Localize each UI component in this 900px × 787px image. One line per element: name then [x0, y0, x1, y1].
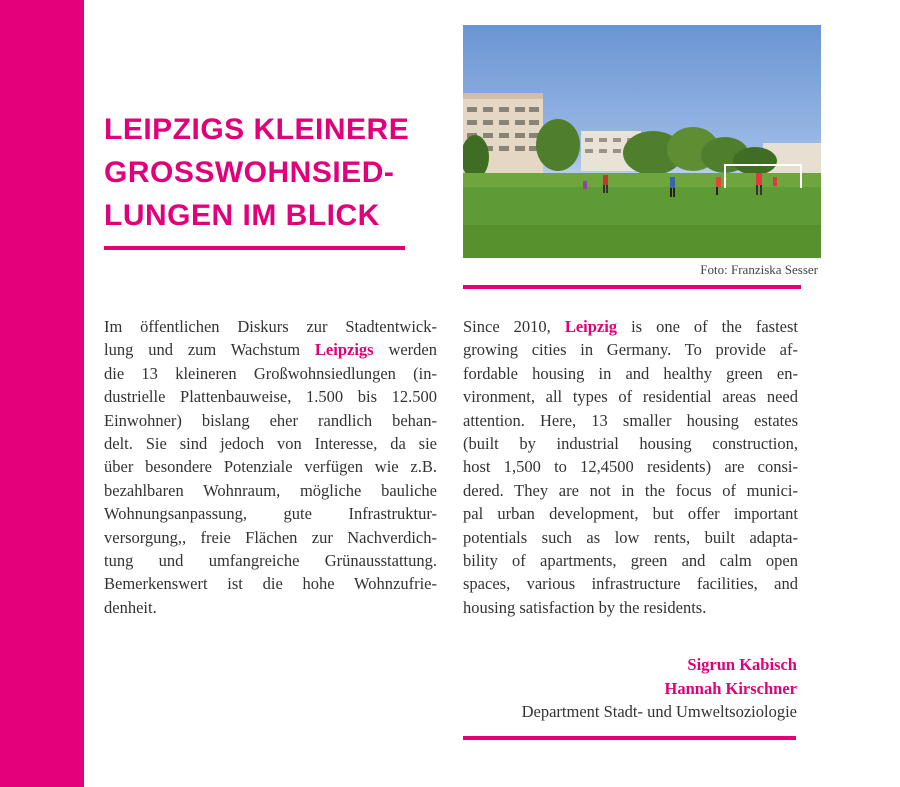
text-line: vironment, all types of residential areas need — [463, 387, 798, 407]
text-line: bility of apartments, green and calm open — [463, 551, 798, 571]
english-text-column — [463, 315, 798, 619]
title-line: LEIPZIGS KLEINERE — [104, 113, 410, 146]
text-line: potentials such as low rents, built adapta- — [463, 527, 798, 547]
text-line: denheit. — [104, 597, 157, 617]
text-line: dustrielle Plattenbauweise, 1.500 bis 12.500 — [104, 387, 437, 407]
german-text-column — [104, 315, 437, 619]
text-line: Since 2010, Leipzig is one of the fastest — [463, 317, 798, 336]
text-line: pal urban development, but offer important — [463, 504, 798, 524]
page-title — [104, 108, 444, 237]
text-line: lung und zum Wachstum Leipzigs werden — [104, 340, 438, 360]
side-color-bar — [0, 0, 84, 787]
title-line: GROSSWOHNSIED- — [104, 156, 395, 189]
text-line: Wohnungsanpassung, gute Infrastruktur- — [104, 504, 437, 524]
author-name: Sigrun Kabisch — [687, 655, 797, 674]
text-line: dered. They are not in the focus of munici- — [463, 480, 798, 500]
author-department: Department Stadt- und Umweltsoziologie — [521, 702, 797, 721]
highlighted-word: Leipzigs — [314, 340, 374, 360]
bottom-rule — [463, 736, 796, 740]
photo-underline — [463, 285, 801, 289]
title-underline — [104, 246, 405, 250]
text-line: versorgung,, freie Flächen zur Nachverdich- — [104, 527, 437, 547]
author-block — [440, 653, 797, 724]
text-line: spaces, various infrastructure facilities, and — [463, 574, 798, 594]
text-line: tung und umfangreiche Grünausstattung. — [104, 551, 437, 571]
photo-caption: Foto: Franziska Sesser — [700, 262, 818, 277]
title-line: LUNGEN IM BLICK — [104, 199, 380, 232]
author-name: Hannah Kirschner — [664, 678, 797, 698]
highlighted-word: Leipzig — [564, 317, 618, 336]
text-line: housing satisfaction by the residents. — [463, 597, 707, 617]
text-line: Im öffentlichen Diskurs zur Stadtentwick- — [104, 317, 437, 336]
text-line: host 1,500 to 12,4500 residents) are consi- — [463, 457, 798, 477]
text-line: fordable housing in and healthy green en- — [463, 363, 798, 383]
photo-playing-field — [463, 25, 821, 258]
text-line: growing cities in Germany. To provide af- — [463, 340, 798, 360]
text-line: (built by industrial housing construction, — [463, 434, 798, 454]
text-line: die 13 kleineren Großwohnsiedlungen (in- — [104, 363, 437, 383]
text-line: bezahlbaren Wohnraum, mögliche bauliche — [104, 480, 437, 500]
text-line: delt. Sie sind jedoch von Interesse, da sie — [104, 434, 437, 454]
text-line: attention. Here, 13 smaller housing estates — [463, 410, 798, 430]
text-line: Einwohner) bislang eher randlich behan- — [104, 410, 437, 430]
text-line: Bemerkenswert ist die hohe Wohnzufrie- — [104, 574, 437, 594]
text-line: über besondere Potenziale verfügen wie z.B. — [104, 457, 437, 477]
